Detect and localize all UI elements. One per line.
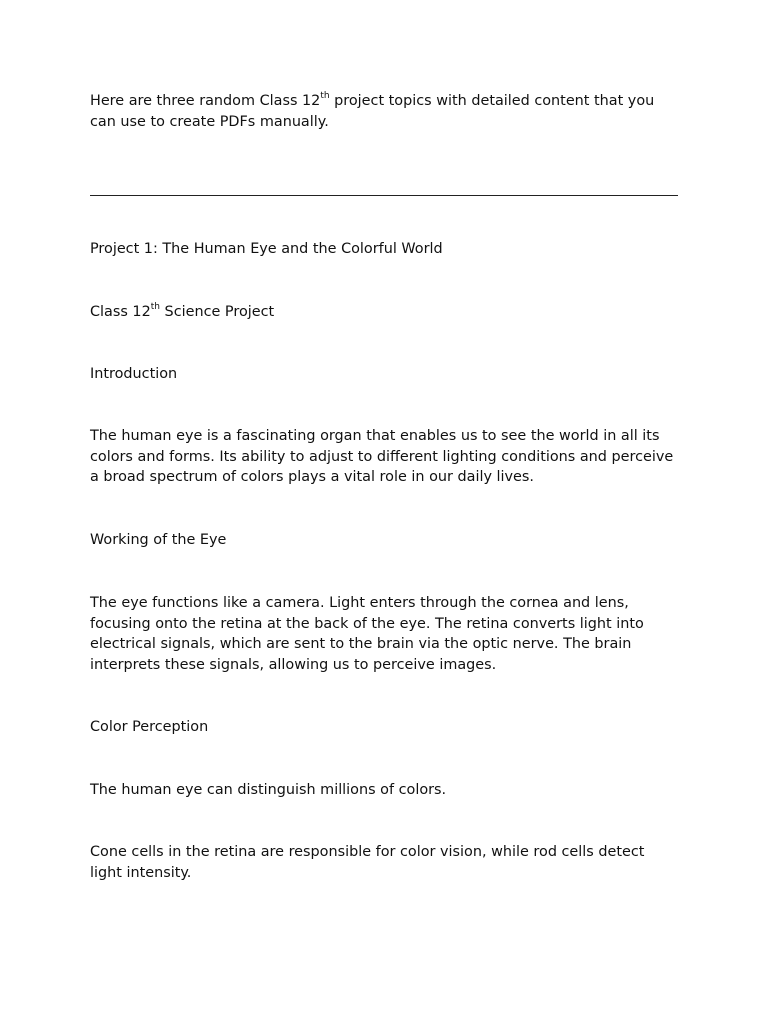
project-subtitle [90, 302, 678, 323]
intro-paragraph [90, 91, 678, 132]
subtitle-text-before: Class 12 [90, 304, 151, 320]
introduction-heading: Introduction [90, 366, 178, 382]
document-page [90, 0, 678, 1024]
color-body-1: The human eye can distinguish millions of colors. [90, 782, 447, 798]
intro-text-before: Here are three random Class 12 [90, 93, 321, 109]
color-body-2: Cone cells in the retina are responsible for color vision, while rod cells detect light intensity. [90, 844, 645, 881]
project-title: Project 1: The Human Eye and the Colorful World [90, 241, 443, 257]
working-heading: Working of the Eye [90, 532, 227, 548]
introduction-body: The human eye is a fascinating organ that enables us to see the world in all its colors and forms. Its ability to adjust to different lighting conditions and perceive a broad spectrum of colors plays a vital role in our daily lives. [90, 428, 674, 486]
subtitle-text-after: Science Project [159, 304, 275, 320]
color-heading: Color Perception [90, 719, 209, 735]
subtitle-superscript: th [150, 302, 160, 313]
intro-superscript: th [320, 91, 330, 102]
horizontal-divider [90, 195, 678, 196]
working-body: The eye functions like a camera. Light enters through the cornea and lens, focusing onto the retina at the back of the eye. The retina converts light into electrical signals, which are sent to the brain via the optic nerve. The brain interprets these signals, allowing us to perceive images. [90, 595, 644, 674]
intro-text-after: project topics with detailed content that you can use to create PDFs manually. [90, 93, 655, 130]
